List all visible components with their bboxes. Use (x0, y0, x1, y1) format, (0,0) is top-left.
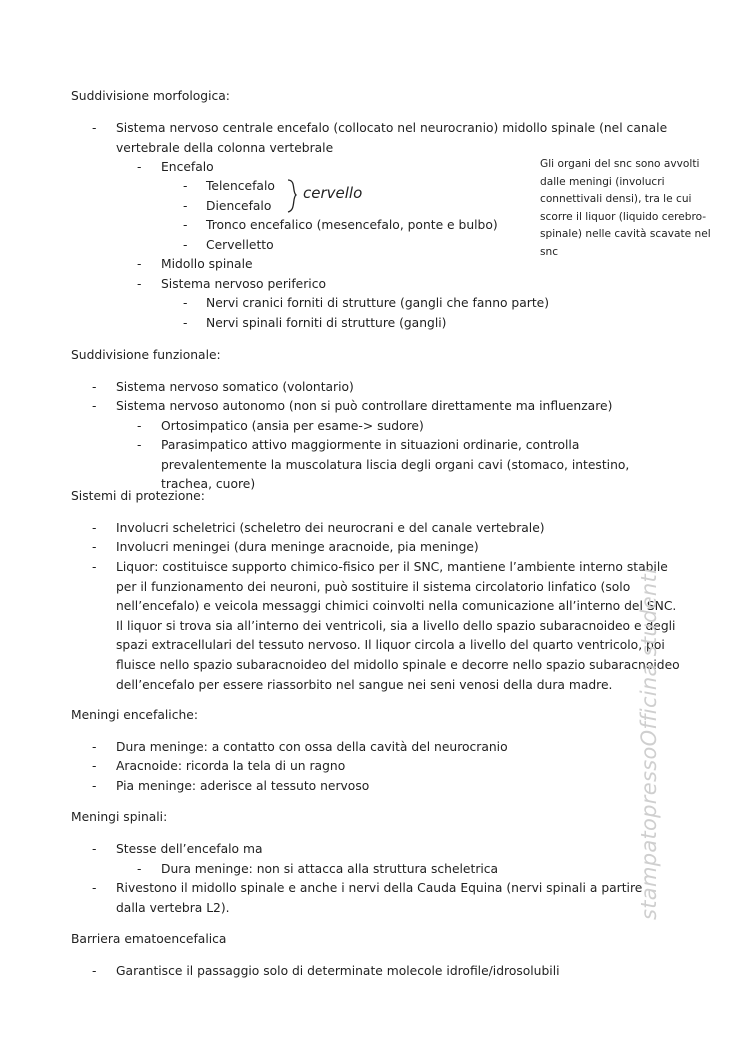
item-telencefalo: Telencefalo (206, 179, 275, 193)
item-snc: Sistema nervoso centrale encefalo (collocato nel neurocranio) midollo spinale (nel canale vertebrale della colonna vertebrale (116, 121, 668, 155)
bullet-dash: - (137, 419, 142, 433)
item-dura-spinale: Dura meninge: non si attacca alla struttura scheletrica (161, 862, 499, 876)
item-autonomo: Sistema nervoso autonomo (non si può controllare direttamente ma influenzare) (116, 399, 613, 413)
item-garantisce: Garantisce il passaggio solo di determinate molecole idrofile/idrosolubili (116, 964, 560, 978)
handwritten-note: cervello (303, 184, 363, 202)
item-stesse: Stesse dell’encefalo ma (116, 842, 263, 856)
bullet-dash: - (183, 179, 188, 193)
item-pia-meninge: Pia meninge: aderisce al tessuto nervoso (116, 779, 370, 793)
item-liquor: Liquor: costituisce supporto chimico-fisico per il SNC, mantiene l’ambiente interno stabile per il funzionamento dei neuroni, può sostituire il sistema circolatorio linfatico (solo nell’encefalo) e veicola messaggi chimici coinvolti nella comunicazione all’interno del SNC. Il liquor si trova sia all’interno dei ventricoli, sia a livello dello spazio subaracnoideo e degli spazi extracellulari del tessuto nervoso. Il liquor circola a livello del quarto ventricolo, poi fluisce nello spazio subaracnoideo del midollo spinale e decorre nello spazio subaracnoideo dell’encefalo per essere riassorbito nel sangue nei seni venosi della dura madre. (116, 560, 680, 692)
bullet-dash: - (92, 779, 97, 793)
item-diencefalo: Diencefalo (206, 199, 272, 213)
bullet-dash: - (92, 759, 97, 773)
item-encefalo: Encefalo (161, 160, 214, 174)
heading-meningi-spinali: Meningi spinali: (71, 810, 168, 824)
item-somatico: Sistema nervoso somatico (volontario) (116, 380, 354, 394)
item-aracnoide: Aracnoide: ricorda la tela di un ragno (116, 759, 346, 773)
bullet-dash: - (92, 740, 97, 754)
item-snp: Sistema nervoso periferico (161, 277, 326, 291)
item-ortosimpatico: Ortosimpatico (ansia per esame-> sudore) (161, 419, 424, 433)
item-meningei: Involucri meningei (dura meninge aracnoide, pia meninge) (116, 540, 479, 554)
bullet-dash: - (183, 218, 188, 232)
bullet-dash: - (137, 257, 142, 271)
bullet-dash: - (137, 862, 142, 876)
bullet-dash: - (183, 296, 188, 310)
heading-morfologica: Suddivisione morfologica: (71, 89, 230, 103)
handwritten-brace (284, 178, 304, 214)
item-nervi-cranici: Nervi cranici forniti di strutture (gangli che fanno parte) (206, 296, 549, 310)
bullet-dash: - (92, 842, 97, 856)
heading-meningi-encefaliche: Meningi encefaliche: (71, 708, 198, 722)
heading-funzionale: Suddivisione funzionale: (71, 348, 221, 362)
watermark: stampatopressoOfficina studenti (637, 567, 661, 920)
bullet-dash: - (137, 160, 142, 174)
item-dura-meninge: Dura meninge: a contatto con ossa della cavità del neurocranio (116, 740, 508, 754)
bullet-dash: - (183, 199, 188, 213)
item-nervi-spinali: Nervi spinali forniti di strutture (gangli) (206, 316, 447, 330)
item-parasimpatico: Parasimpatico attivo maggiormente in situazioni ordinarie, controlla prevalentemente la muscolatura liscia degli organi cavi (stomaco, intestino, trachea, cuore) (161, 438, 630, 492)
bullet-dash: - (183, 316, 188, 330)
item-rivestono: Rivestono il midollo spinale e anche i nervi della Cauda Equina (nervi spinali a partire dalla vertebra L2). (116, 881, 643, 915)
bullet-dash: - (92, 380, 97, 394)
bullet-dash: - (137, 277, 142, 291)
side-note: Gli organi del snc sono avvolti dalle meningi (involucri connettivali densi), tra le cui scorre il liquor (liquido cerebro-spinale) nelle cavità scavate nel snc (540, 158, 711, 258)
bullet-dash: - (92, 521, 97, 535)
item-scheletrici: Involucri scheletrici (scheletro dei neurocrani e del canale vertebrale) (116, 521, 545, 535)
item-tronco: Tronco encefalico (mesencefalo, ponte e bulbo) (206, 218, 498, 232)
bullet-dash: - (137, 438, 142, 452)
bullet-dash: - (92, 881, 97, 895)
heading-barriera: Barriera ematoencefalica (71, 932, 227, 946)
bullet-dash: - (183, 238, 188, 252)
item-midollo: Midollo spinale (161, 257, 253, 271)
item-cervelletto: Cervelletto (206, 238, 274, 252)
bullet-dash: - (92, 540, 97, 554)
bullet-dash: - (92, 964, 97, 978)
bullet-dash: - (92, 121, 97, 135)
heading-protezione: Sistemi di protezione: (71, 489, 205, 503)
bullet-dash: - (92, 560, 97, 574)
bullet-dash: - (92, 399, 97, 413)
